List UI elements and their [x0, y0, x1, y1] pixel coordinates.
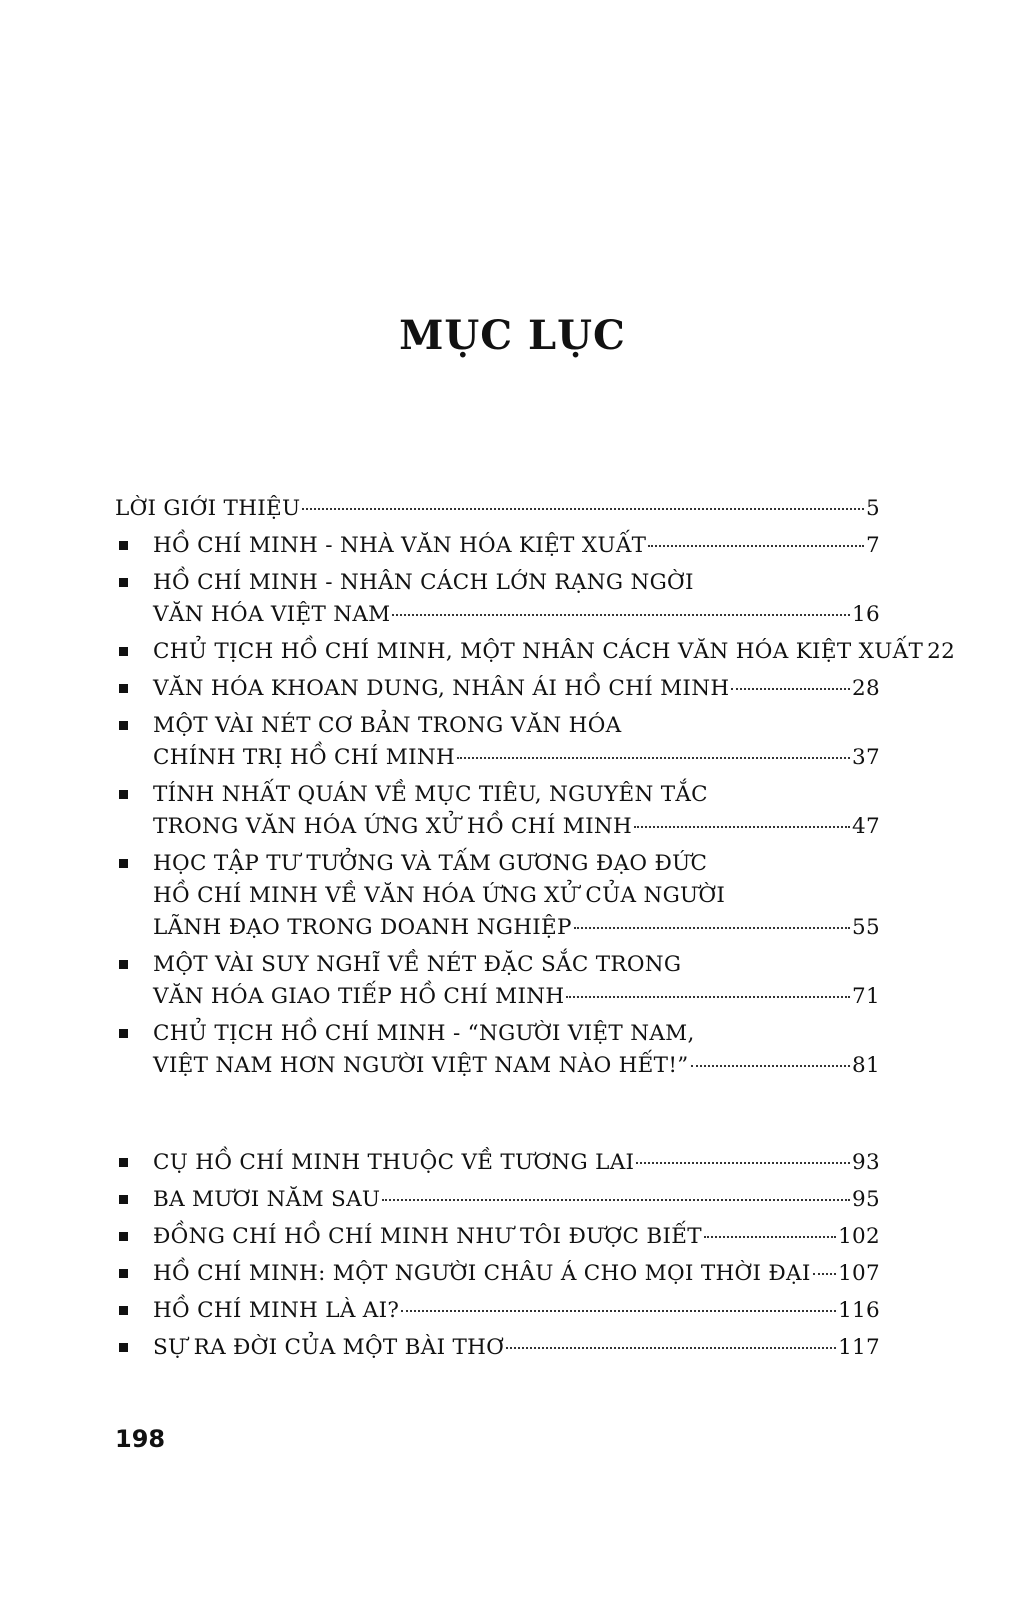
toc-entry[interactable] [115, 1147, 880, 1179]
toc-section-bottom [115, 1147, 880, 1369]
dot-leader [457, 757, 850, 759]
toc-entry-page-number: 102 [838, 1224, 880, 1249]
toc-entry-title-line: VĂN HÓA KHOAN DUNG, NHÂN ÁI HỒ CHÍ MINH [153, 676, 730, 701]
toc-entry[interactable] [115, 1332, 880, 1364]
toc-entry-page-number: 5 [866, 496, 880, 521]
toc-entry[interactable] [115, 779, 880, 843]
toc-entry-title-line: HỒ CHÍ MINH - NHÀ VĂN HÓA KIỆT XUẤT [153, 533, 647, 558]
bullet-square-icon [119, 859, 128, 868]
toc-entry[interactable] [115, 1258, 880, 1290]
toc-entry-title-line: HỌC TẬP TƯ TƯỞNG VÀ TẤM GƯƠNG ĐẠO ĐỨC [153, 851, 708, 876]
toc-entry-page-number: 116 [838, 1298, 880, 1323]
toc-entry-title-line: MỘT VÀI SUY NGHĨ VỀ NÉT ĐẶC SẮC TRONG [153, 952, 682, 977]
toc-entry-title-line: LỜI GIỚI THIỆU [115, 496, 301, 521]
toc-entry[interactable] [115, 710, 880, 774]
dot-leader [704, 1236, 836, 1238]
toc-entry-title-line: CHỦ TỊCH HỒ CHÍ MINH, MỘT NHÂN CÁCH VĂN HÓA KIỆT XUẤT [153, 639, 924, 664]
toc-section-top [115, 493, 956, 1087]
toc-entry-page-number: 117 [838, 1335, 880, 1360]
toc-entry-title-line: HỒ CHÍ MINH - NHÂN CÁCH LỚN RẠNG NGỜI [153, 570, 694, 595]
toc-entry-title-line: CHÍNH TRỊ HỒ CHÍ MINH [153, 745, 456, 770]
bullet-square-icon [119, 960, 128, 969]
toc-entry-page-number: 95 [852, 1187, 880, 1212]
toc-entry-title-line: VĂN HÓA GIAO TIẾP HỒ CHÍ MINH [153, 984, 565, 1009]
toc-entry[interactable] [115, 1221, 880, 1253]
toc-entry-title-line: CỤ HỒ CHÍ MINH THUỘC VỀ TƯƠNG LAI [153, 1150, 635, 1175]
toc-entry-page-number: 107 [838, 1261, 880, 1286]
toc-entry-page-number: 71 [852, 984, 880, 1009]
dot-leader [506, 1347, 836, 1349]
dot-leader [648, 545, 864, 547]
toc-entry[interactable] [115, 1184, 880, 1216]
dot-leader [574, 927, 850, 929]
toc-entry-title-line: CHỦ TỊCH HỒ CHÍ MINH - “NGƯỜI VIỆT NAM, [153, 1021, 695, 1046]
toc-entry-title-line: BA MƯƠI NĂM SAU [153, 1187, 381, 1212]
toc-entry[interactable] [115, 1295, 880, 1327]
bullet-square-icon [119, 1269, 128, 1278]
page-title: MỤC LỤC [399, 312, 626, 359]
bullet-square-icon [119, 1195, 128, 1204]
dot-leader [731, 688, 850, 690]
toc-entry[interactable] [115, 949, 880, 1013]
toc-entry-page-number: 37 [852, 745, 880, 770]
dot-leader [566, 996, 850, 998]
dot-leader [813, 1273, 836, 1275]
toc-entry-title-line: HỒ CHÍ MINH LÀ AI? [153, 1298, 400, 1323]
toc-entry[interactable] [115, 1018, 880, 1082]
dot-leader [302, 508, 864, 510]
bullet-square-icon [119, 1306, 128, 1315]
toc-entry-title-line: HỒ CHÍ MINH VỀ VĂN HÓA ỨNG XỬ CỦA NGƯỜI [153, 883, 726, 908]
toc-entry[interactable] [115, 567, 880, 631]
toc-entry-title-line: TÍNH NHẤT QUÁN VỀ MỤC TIÊU, NGUYÊN TẮC [153, 782, 708, 807]
toc-entry[interactable] [115, 530, 880, 562]
dot-leader [392, 614, 850, 616]
dot-leader [382, 1199, 850, 1201]
page-number: 198 [115, 1425, 166, 1453]
bullet-square-icon [119, 1029, 128, 1038]
dot-leader [691, 1065, 850, 1067]
toc-entry-title-line: VIỆT NAM HƠN NGƯỜI VIỆT NAM NÀO HẾT!” [153, 1053, 689, 1078]
toc-entry-page-number: 55 [852, 915, 880, 940]
dot-leader [634, 826, 850, 828]
dot-leader [636, 1162, 850, 1164]
toc-entry[interactable] [115, 848, 880, 944]
dot-leader [401, 1310, 836, 1312]
toc-entry-title-line: VĂN HÓA VIỆT NAM [153, 602, 391, 627]
toc-entry[interactable] [115, 493, 880, 525]
toc-entry[interactable] [115, 673, 880, 705]
toc-entry-title-line: MỘT VÀI NÉT CƠ BẢN TRONG VĂN HÓA [153, 713, 622, 738]
toc-entry-page-number: 7 [866, 533, 880, 558]
toc-entry-title-line: TRONG VĂN HÓA ỨNG XỬ HỒ CHÍ MINH [153, 814, 633, 839]
bullet-square-icon [119, 578, 128, 587]
toc-entry-page-number: 28 [852, 676, 880, 701]
toc-entry-page-number: 81 [852, 1053, 880, 1078]
toc-entry-title-line: ĐỒNG CHÍ HỒ CHÍ MINH NHƯ TÔI ĐƯỢC BIẾT [153, 1224, 702, 1249]
toc-entry-title-line: HỒ CHÍ MINH: MỘT NGƯỜI CHÂU Á CHO MỌI THỜI ĐẠI [153, 1261, 811, 1286]
toc-entry-page-number: 47 [852, 814, 880, 839]
toc-entry[interactable] [115, 636, 956, 668]
toc-entry-page-number: 16 [852, 602, 880, 627]
bullet-square-icon [119, 1343, 128, 1352]
toc-entry-title-line: LÃNH ĐẠO TRONG DOANH NGHIỆP [153, 915, 572, 940]
bullet-square-icon [119, 1158, 128, 1167]
toc-entry-page-number: 93 [852, 1150, 880, 1175]
bullet-square-icon [119, 684, 128, 693]
bullet-square-icon [119, 790, 128, 799]
toc-entry-page-number: 22 [927, 639, 956, 664]
bullet-square-icon [119, 1232, 128, 1241]
bullet-square-icon [119, 541, 128, 550]
bullet-square-icon [119, 647, 128, 656]
bullet-square-icon [119, 721, 128, 730]
toc-entry-title-line: SỰ RA ĐỜI CỦA MỘT BÀI THƠ [153, 1335, 505, 1360]
